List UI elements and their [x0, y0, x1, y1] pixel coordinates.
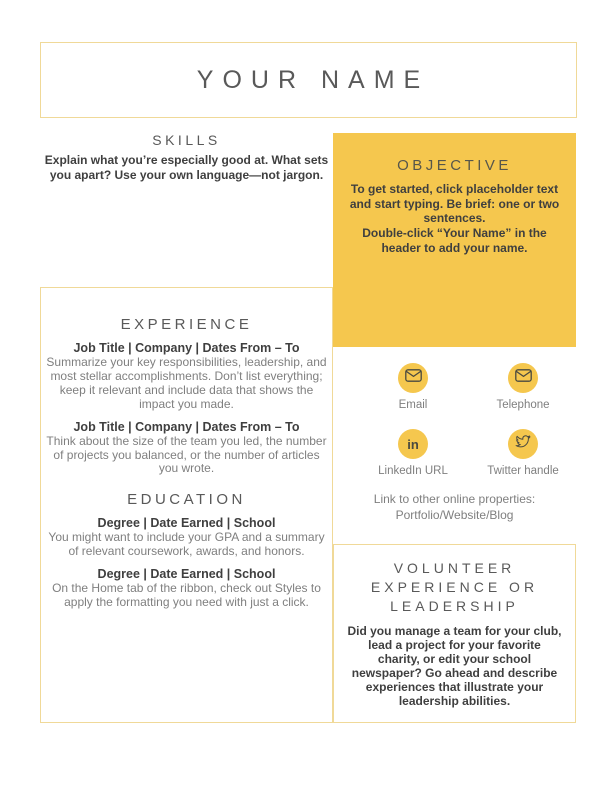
contact-item-twitter	[468, 429, 578, 477]
experience-entry-body: Think about the size of the team you led, the number of projects you balanced, or the number of articles you wrote.	[46, 433, 327, 476]
volunteer-heading: VOLUNTEER EXPERIENCE OR LEADERSHIP	[370, 560, 539, 614]
experience-entry-body: Summarize your key responsibilities, leadership, and most stellar accomplishments. Don’t list everything; keep it relevant and include data that shows the impact you made.	[46, 355, 327, 411]
envelope-icon	[515, 369, 532, 387]
skills-body: Explain what you’re especially good at. What sets you apart? Use your own language—not jargon.	[44, 153, 329, 182]
experience-entry	[41, 420, 332, 477]
objective-section	[333, 133, 576, 347]
skills-section	[40, 132, 333, 182]
telephone-icon-circle	[508, 363, 538, 393]
skills-heading: SKILLS	[152, 132, 221, 148]
telephone-label: Telephone	[496, 399, 550, 411]
objective-paragraph-1: To get started, click placeholder text and start typing. Be brief: one or two sentences.	[349, 182, 560, 226]
education-heading: EDUCATION	[127, 491, 246, 509]
education-entry	[41, 567, 332, 610]
education-entry	[41, 516, 332, 559]
contact-item-telephone	[468, 363, 578, 411]
experience-entry	[41, 341, 332, 412]
education-entry-title: Degree | Date Earned | School	[97, 516, 276, 531]
linkedin-icon-circle	[398, 429, 428, 459]
experience-entry-title: Job Title | Company | Dates From – To	[73, 341, 300, 355]
online-properties-line1: Link to other online properties:	[373, 492, 536, 506]
contact-grid	[333, 363, 576, 477]
volunteer-section	[333, 544, 576, 723]
twitter-label: Twitter handle	[487, 465, 559, 477]
linkedin-label: LinkedIn URL	[378, 465, 448, 477]
experience-education-box	[40, 287, 333, 723]
contact-item-linkedin	[358, 429, 468, 477]
volunteer-body: Did you manage a team for your club, lead a project for your favorite charity, or edit your school newspaper? Go ahead and describe experiences that illustrate your leadership abilities.	[347, 623, 562, 708]
education-entry-title: Degree | Date Earned | School	[97, 567, 276, 582]
online-properties-line2: Portfolio/Website/Blog	[395, 507, 514, 522]
education-entry-body: On the Home tab of the ribbon, check out Styles to apply the formatting you need with just a click.	[52, 581, 321, 610]
online-properties-note	[333, 492, 576, 523]
objective-heading: OBJECTIVE	[397, 157, 512, 174]
twitter-bird-icon	[515, 435, 531, 454]
email-icon-circle	[398, 363, 428, 393]
objective-paragraph-2: Double-click “Your Name” in the header to add your name.	[362, 225, 547, 255]
contact-item-email	[358, 363, 468, 411]
twitter-icon-circle	[508, 429, 538, 459]
education-entry-body: You might want to include your GPA and a summary of relevant coursework, awards, and honors.	[48, 530, 325, 559]
name-header-box	[40, 42, 577, 118]
envelope-icon	[405, 369, 422, 387]
linkedin-icon: in	[407, 436, 419, 452]
experience-heading: EXPERIENCE	[120, 316, 253, 333]
experience-entry-title: Job Title | Company | Dates From – To	[73, 419, 300, 434]
email-label: Email	[398, 399, 428, 411]
page-title: YOUR NAME	[196, 65, 430, 94]
